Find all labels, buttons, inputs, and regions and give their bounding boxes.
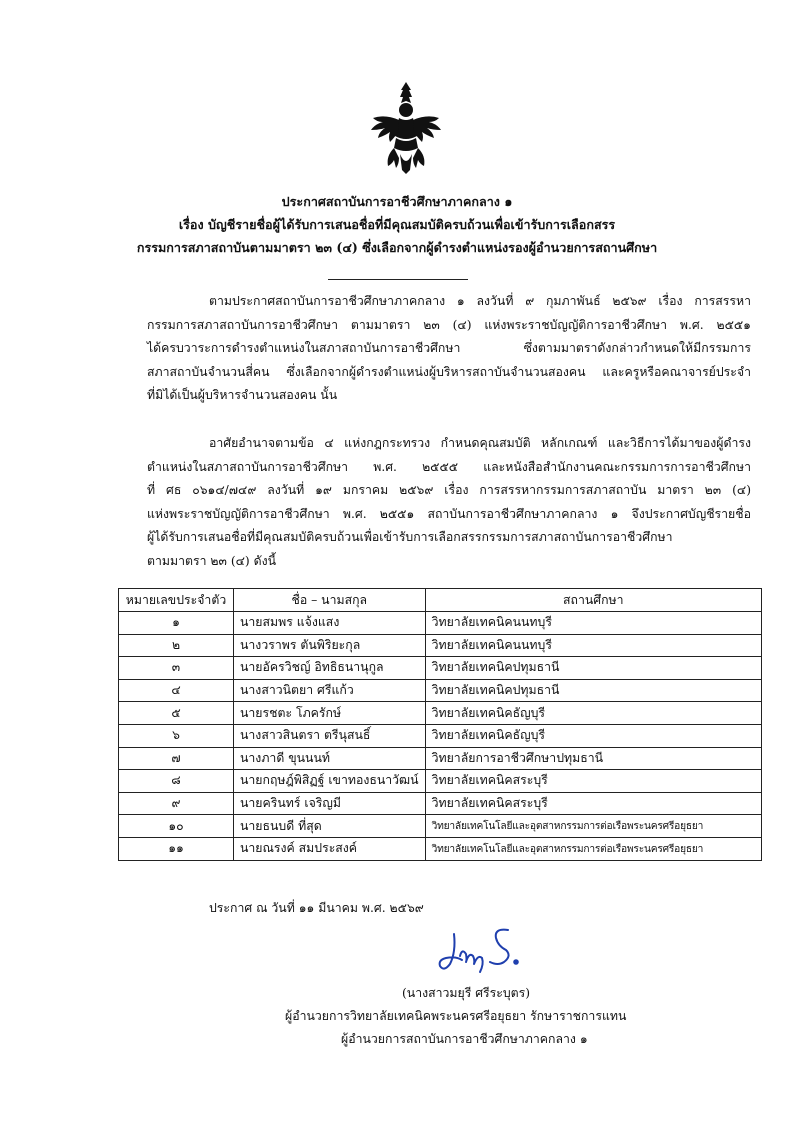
paragraph-line: ที่มิได้เป็นผู้บริหารจำนวนสองคน นั้น [147, 388, 338, 402]
table-row [119, 612, 762, 635]
announcement-subject-line-2: กรรมการสภาสถาบันตามมาตรา ๒๓ (๔) ซึ่งเลือกจากผู้ดำรงตำแหน่งรองผู้อำนวยการสถานศึกษา [136, 240, 658, 255]
candidate-school: วิทยาลัยเทคนิคธัญบุรี [425, 702, 761, 725]
candidate-table [118, 588, 762, 861]
table-row [119, 679, 762, 702]
candidate-school: วิทยาลัยเทคนิคนนทบุรี [425, 634, 761, 657]
table-row [119, 724, 762, 747]
candidate-number: ๔ [119, 679, 234, 702]
candidate-name: นายรชตะ โภครักษ์ [234, 702, 426, 725]
candidate-school: วิทยาลัยเทคนิคธัญบุรี [425, 724, 761, 747]
paragraph-line: กรรมการสภาสถาบันการอาชีวศึกษา ตามมาตรา ๒๓ (๔) แห่งพระราชบัญญัติการอาชีวศึกษา พ.ศ. ๒๕๕๑ [147, 317, 751, 332]
paragraph-line: แห่งพระราชบัญญัติการอาชีวศึกษา พ.ศ. ๒๕๕๑ สถาบันการอาชีวศึกษาภาคกลาง ๑ จึงประกาศบัญชีรายชื่อ [147, 506, 751, 521]
table-row [119, 770, 762, 793]
candidate-school: วิทยาลัยเทคโนโลยีและอุตสาหกรรมการต่อเรือพระนครศรีอยุธยา [425, 837, 761, 860]
column-header-id: หมายเลขประจำตัว [119, 589, 234, 612]
signatory-position-2: ผู้อำนวยการสถาบันการอาชีวศึกษาภาคกลาง ๑ [341, 1032, 588, 1046]
candidate-name: นางวราพร ตันพิริยะกุล [234, 634, 426, 657]
paragraph-line: ตามมาตรา ๒๓ (๔) ดังนี้ [147, 553, 277, 568]
table-row [119, 837, 762, 860]
candidate-name: นายกฤษฎ์พิสิฏฐ์ เขาทองธนาวัฒน์ [234, 770, 426, 793]
handwritten-signature [436, 920, 546, 980]
candidate-school: วิทยาลัยเทคโนโลยีและอุตสาหกรรมการต่อเรือพระนครศรีอยุธยา [425, 815, 761, 838]
candidate-school: วิทยาลัยเทคนิคสระบุรี [425, 792, 761, 815]
candidate-number: ๘ [119, 770, 234, 793]
paragraph-2 [147, 432, 751, 573]
candidate-number: ๓ [119, 657, 234, 680]
candidate-number: ๑๑ [119, 837, 234, 860]
paragraph-line: ตำแหน่งในสภาสถาบันการอาชีวศึกษา พ.ศ. ๒๕๕๕ และหนังสือสำนักงานคณะกรรมการการอาชีวศึกษา [147, 459, 751, 474]
table-row [119, 657, 762, 680]
candidate-school: วิทยาลัยเทคนิคปทุมธานี [425, 679, 761, 702]
candidate-name: นางสาวนิตยา ศรีแก้ว [234, 679, 426, 702]
candidate-number: ๕ [119, 702, 234, 725]
paragraph-line: อาศัยอำนาจตามข้อ ๔ แห่งกฎกระทรวง กำหนดคุณสมบัติ หลักเกณฑ์ และวิธีการได้มาของผู้ดำรง [209, 436, 751, 450]
table-row [119, 792, 762, 815]
column-header-school: สถานศึกษา [425, 589, 761, 612]
candidate-name: นายอัครวิชญ์ อิทธิธนานุกูล [234, 657, 426, 680]
table-row [119, 747, 762, 770]
candidate-number: ๑๐ [119, 815, 234, 838]
announcement-subject-line-1: เรื่อง บัญชีรายชื่อผู้ได้รับการเสนอชื่อที่มีคุณสมบัติครบถ้วนเพื่อเข้ารับการเลือกสรร [178, 217, 616, 232]
candidate-school: วิทยาลัยเทคนิคสระบุรี [425, 770, 761, 793]
paragraph-1 [147, 290, 751, 408]
table-header-row [119, 589, 762, 612]
table-row [119, 702, 762, 725]
candidate-name: นายสมพร แจ้งแสง [234, 612, 426, 635]
candidate-number: ๖ [119, 724, 234, 747]
column-header-name: ชื่อ – นามสกุล [234, 589, 426, 612]
candidate-name: นางสาวสินตรา ตรีนุสนธิ์ [234, 724, 426, 747]
candidate-school: วิทยาลัยเทคนิคปทุมธานี [425, 657, 761, 680]
signatory-position-1: ผู้อำนวยการวิทยาลัยเทคนิคพระนครศรีอยุธยา รักษาราชการแทน [285, 1009, 627, 1023]
paragraph-line: ได้ครบวาระการดำรงตำแหน่งในสภาสถาบันการอาชีวศึกษา ซึ่งตามมาตราดังกล่าวกำหนดให้มีกรรมการ [147, 341, 751, 355]
table-row [119, 634, 762, 657]
candidate-name: นายณรงค์ สมประสงค์ [234, 837, 426, 860]
paragraph-line: ตามประกาศสถาบันการอาชีวศึกษาภาคกลาง ๑ ลงวันที่ ๙ กุมภาพันธ์ ๒๕๖๙ เรื่อง การสรรหา [209, 294, 751, 308]
paragraph-line: สภาสถาบันจำนวนสี่คน ซึ่งเลือกจากผู้ดำรงตำแหน่งผู้บริหารสถาบันจำนวนสองคน และครูหรือคณาจารย์ประจำ [147, 364, 751, 379]
candidate-name: นางภาดี ขุนนนท์ [234, 747, 426, 770]
signatory-name: (นางสาวมยุรี ศรีระบุตร) [402, 986, 531, 1000]
candidate-number: ๙ [119, 792, 234, 815]
candidate-school: วิทยาลัยเทคนิคนนทบุรี [425, 612, 761, 635]
candidate-number: ๒ [119, 634, 234, 657]
announcement-date: ประกาศ ณ วันที่ ๑๑ มีนาคม พ.ศ. ๒๕๖๙ [209, 901, 424, 915]
candidate-school: วิทยาลัยการอาชีวศึกษาปทุมธานี [425, 747, 761, 770]
candidate-name: นายธนบดี ที่สุด [234, 815, 426, 838]
candidate-name: นายครินทร์ เจริญมี [234, 792, 426, 815]
announcement-title: ประกาศสถาบันการอาชีวศึกษาภาคกลาง ๑ [281, 194, 513, 209]
header-divider [328, 279, 468, 280]
paragraph-line: ผู้ได้รับการเสนอชื่อที่มีคุณสมบัติครบถ้วนเพื่อเข้ารับการเลือกสรรกรรมการสภาสถาบันการอาชีวศึกษา [147, 530, 673, 544]
candidate-number: ๗ [119, 747, 234, 770]
garuda-emblem-icon [366, 80, 446, 176]
paragraph-line: ที่ ศธ ๐๖๑๔/๗๔๙ ลงวันที่ ๑๙ มกราคม ๒๕๖๙ เรื่อง การสรรหากรรมการสภาสถาบัน มาตรา ๒๓ (๔) [147, 483, 751, 497]
table-row [119, 815, 762, 838]
candidate-number: ๑ [119, 612, 234, 635]
